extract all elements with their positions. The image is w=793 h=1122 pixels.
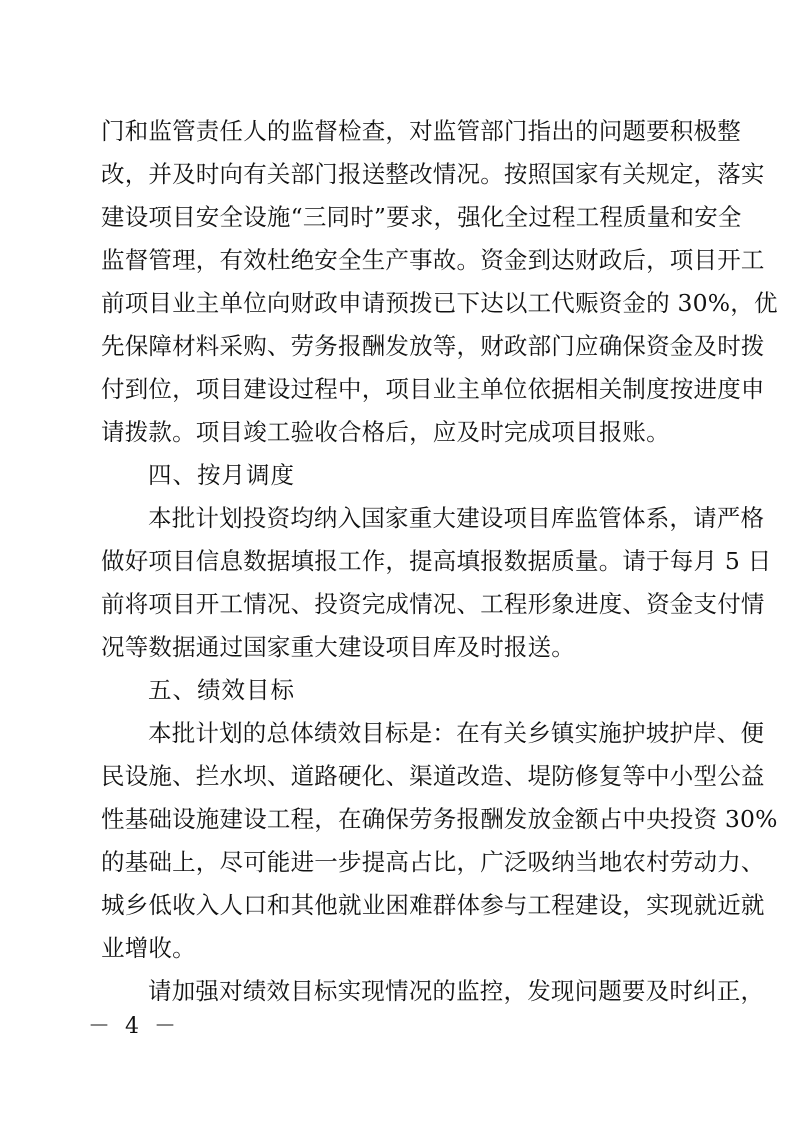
body-text-line: 本批计划投资均纳入国家重大建设项目库监管体系，请严格 xyxy=(148,504,765,532)
body-text-line: 民设施、拦水坝、道路硬化、渠道改造、堤防修复等中小型公益 xyxy=(101,762,765,790)
body-text-line: 请加强对绩效目标实现情况的监控，发现问题要及时纠正， xyxy=(148,977,765,1005)
body-text-line: 性基础设施建设工程，在确保劳务报酬发放金额占中央投资 30% xyxy=(101,805,778,833)
body-text-line: 前将项目开工情况、投资完成情况、工程形象进度、资金支付情 xyxy=(101,590,765,618)
page-number: － 4 － xyxy=(88,1014,180,1039)
body-text-line: 况等数据通过国家重大建设项目库及时报送。 xyxy=(101,633,575,661)
body-text-line: 监督管理，有效杜绝安全生产事故。资金到达财政后，项目开工 xyxy=(101,246,765,274)
body-text-line: 做好项目信息数据填报工作，提高填报数据质量。请于每月 5 日 xyxy=(101,547,772,575)
body-text-line: 业增收。 xyxy=(101,934,196,962)
body-text-line: 建设项目安全设施“三同时”要求，强化全过程工程质量和安全 xyxy=(101,203,742,231)
body-text-line: 改，并及时向有关部门报送整改情况。按照国家有关规定，落实 xyxy=(101,160,765,188)
body-text-line: 先保障材料采购、劳务报酬发放等，财政部门应确保资金及时拨 xyxy=(101,332,765,360)
section-heading: 四、按月调度 xyxy=(148,461,295,489)
body-text-line: 门和监管责任人的监督检查，对监管部门指出的问题要积极整 xyxy=(101,117,741,145)
body-text-line: 的基础上，尽可能进一步提高占比，广泛吸纳当地农村劳动力、 xyxy=(101,848,765,876)
section-heading: 五、绩效目标 xyxy=(148,676,295,704)
body-text-line: 付到位，项目建设过程中，项目业主单位依据相关制度按进度申 xyxy=(101,375,765,403)
body-text-line: 本批计划的总体绩效目标是：在有关乡镇实施护坡护岸、便 xyxy=(148,719,765,747)
body-text-line: 城乡低收入人口和其他就业困难群体参与工程建设，实现就近就 xyxy=(101,891,765,919)
body-text-line: 前项目业主单位向财政申请预拨已下达以工代赈资金的 30%，优 xyxy=(101,289,778,317)
body-text-line: 请拨款。项目竣工验收合格后，应及时完成项目报账。 xyxy=(101,418,670,446)
